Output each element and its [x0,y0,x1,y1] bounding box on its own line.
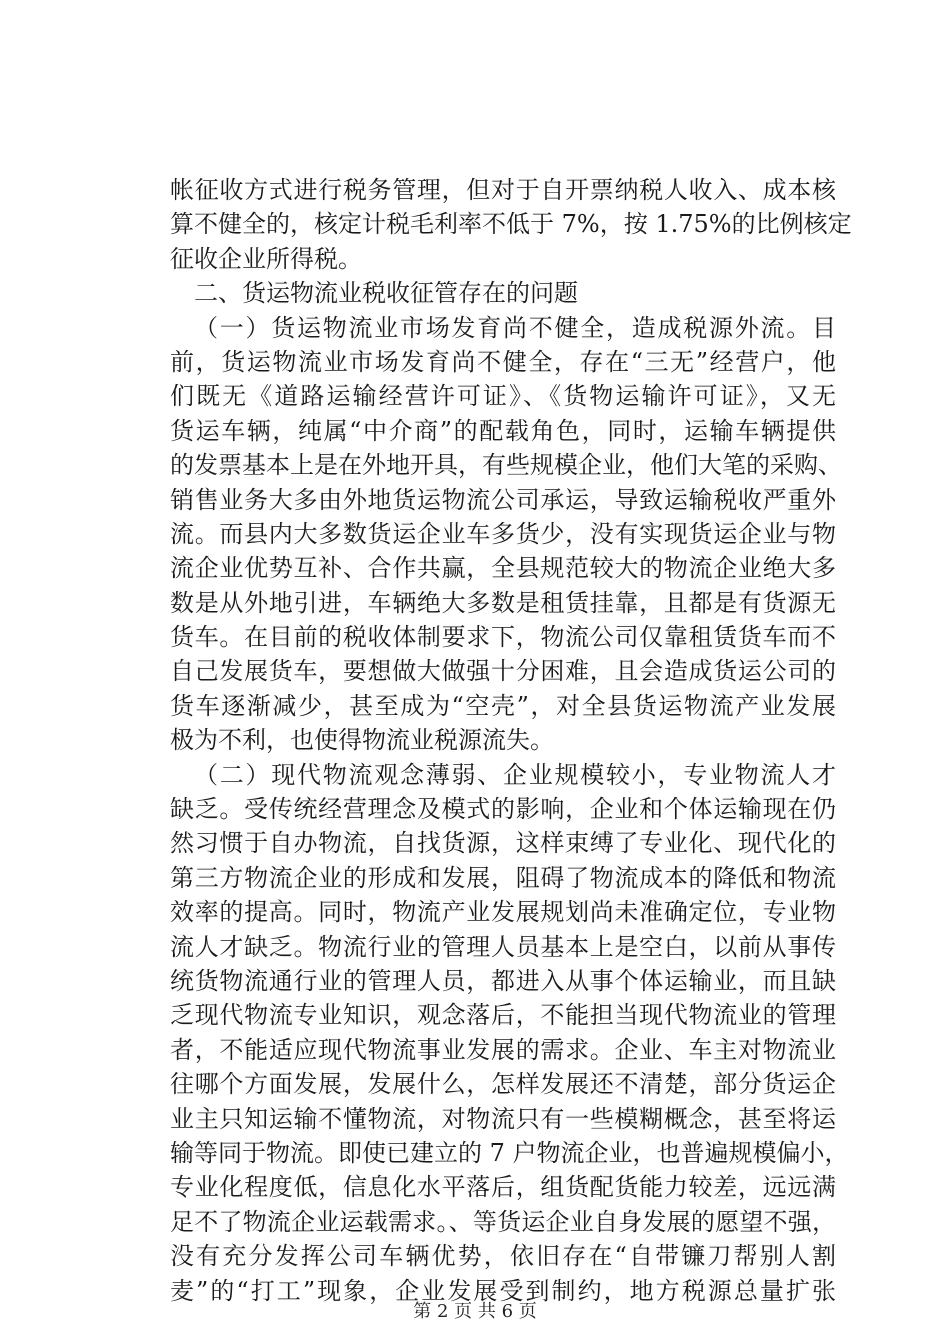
text-line: 数是从外地引进，车辆绝大多数是租赁挂靠，且都是有货源无 [170,588,836,617]
body-text [170,173,852,1308]
text-line: 往哪个方面发展，发展什么，怎样发展还不清楚，部分货运企 [170,1070,836,1099]
text-line: 然习惯于自办物流，自找货源，这样束缚了专业化、现代化的 [170,829,836,858]
text-line: 业主只知运输不懂物流，对物流只有一些模糊概念，甚至将运 [170,1104,836,1133]
text-line: 自己发展货车，要想做大做强十分困难，且会造成货运公司的 [170,657,836,686]
text-line: 输等同于物流。即使已建立的 7 户物流企业，也普遍规模偏小， [170,1138,849,1167]
text-line: 没有充分发挥公司车辆优势，依旧存在“自带镰刀帮别人割 [170,1242,836,1271]
text-line: 缺乏。受传统经营理念及模式的影响，企业和个体运输现在仍 [170,795,836,824]
text-line: 帐征收方式进行税务管理，但对于自开票纳税人收入、成本核 [170,176,836,204]
section-heading: 二、货运物流业税收征管存在的问题 [194,279,578,308]
subsection-heading: （二）现代物流观念薄弱、企业规模较小，专业物流人才 [194,760,836,789]
text-line: 极为不利，也使得物流业税源流失。 [170,726,554,755]
text-line: 效率的提高。同时，物流产业发展规划尚未准确定位，专业物 [170,898,836,927]
text-line: 货车。在目前的税收体制要求下，物流公司仅靠租赁货车而不 [170,623,836,652]
text-line: 流。而县内大多数货运企业车多货少，没有实现货运企业与物 [170,519,836,548]
text-line: 的发票基本上是在外地开具，有些规模企业，他们大笔的采购、 [170,451,842,480]
text-line: 足不了物流企业运载需求。、等货运企业自身发展的愿望不强， [170,1207,836,1236]
text-line: 流企业优势互补、合作共赢，全县规范较大的物流企业绝大多 [170,554,836,583]
text-line: 流人才缺乏。物流行业的管理人员基本上是空白，以前从事传 [170,932,836,961]
text-line: 前，货运物流业市场发育尚不健全，存在“三无”经营户，他 [170,347,836,376]
text-line: 算不健全的，核定计税毛利率不低于 7%，按 1.75%的比例核定 [170,210,852,239]
text-line: 者，不能适应现代物流事业发展的需求。企业、车主对物流业 [170,1035,836,1064]
text-line: 乏现代物流专业知识，观念落后，不能担当现代物流业的管理 [170,1001,836,1030]
text-line: 们既无《道路运输经营许可证》、《货物运输许可证》，又无 [170,382,836,411]
text-line: 第三方物流企业的形成和发展，阻碍了物流成本的降低和物流 [170,863,836,892]
page-number-footer: 第 2 页 共 6 页 [413,1301,537,1322]
text-line: 麦”的“打工”现象，企业发展受到制约，地方税源总量扩张 [170,1276,836,1305]
text-line: 货运车辆，纯属“中介商”的配载角色，同时，运输车辆提供 [170,416,836,445]
text-line: 征收企业所得税。 [170,244,362,273]
text-line: 货车逐渐减少，甚至成为“空壳”，对全县货运物流产业发展 [170,691,836,720]
text-line: 专业化程度低，信息化水平落后，组货配货能力较差，远远满 [170,1173,836,1202]
subsection-heading: （一）货运物流业市场发育尚不健全，造成税源外流。目 [194,313,836,342]
text-line: 统货物流通行业的管理人员，都进入从事个体运输业，而且缺 [170,966,836,995]
text-line: 销售业务大多由外地货运物流公司承运，导致运输税收严重外 [170,485,836,514]
